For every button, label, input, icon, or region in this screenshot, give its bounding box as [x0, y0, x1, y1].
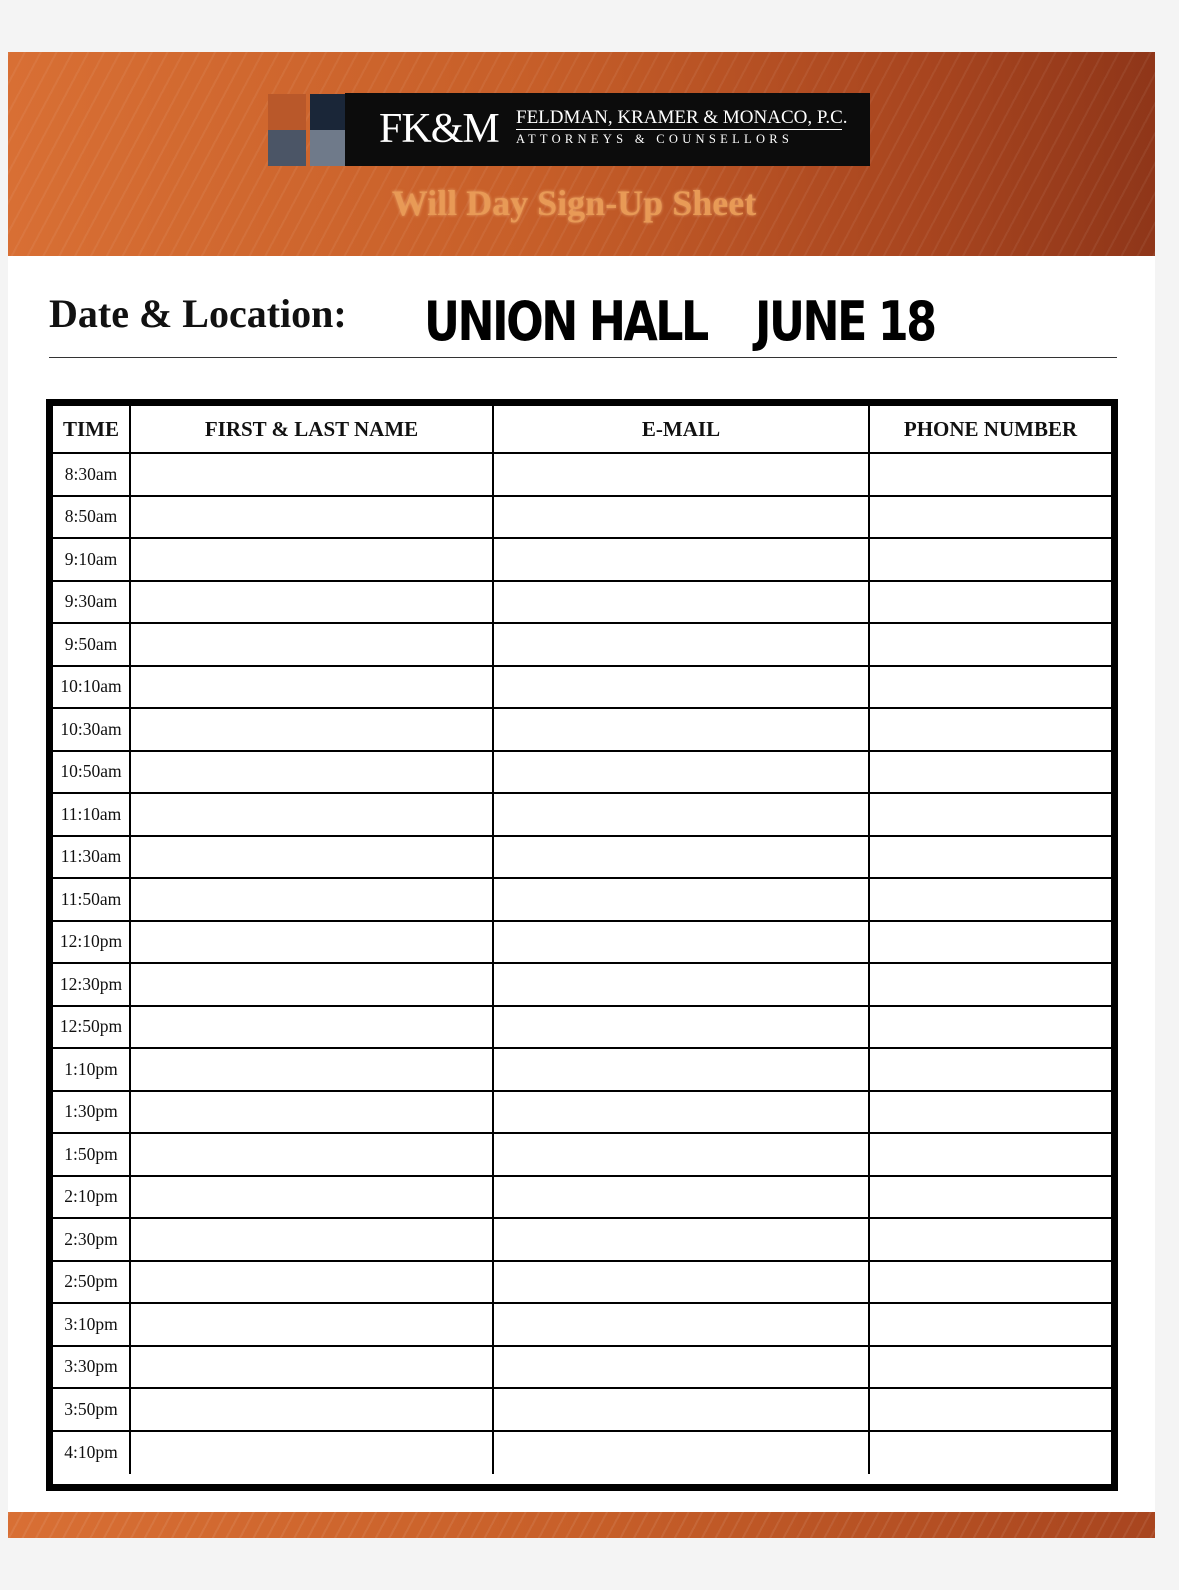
name-cell[interactable]	[131, 879, 494, 922]
name-cell[interactable]	[131, 624, 494, 667]
name-cell[interactable]	[131, 1304, 494, 1347]
email-cell[interactable]	[494, 582, 870, 625]
email-cell[interactable]	[494, 667, 870, 710]
sign-up-sheet	[8, 52, 1155, 1538]
email-cell[interactable]	[494, 752, 870, 795]
time-cell: 10:50am	[53, 752, 131, 795]
time-cell: 2:30pm	[53, 1219, 131, 1262]
name-cell[interactable]	[131, 1389, 494, 1432]
logo-bar	[345, 93, 870, 166]
email-cell[interactable]	[494, 1049, 870, 1092]
logo-squares-icon	[268, 94, 348, 166]
name-cell[interactable]	[131, 1262, 494, 1305]
email-cell[interactable]	[494, 624, 870, 667]
email-cell[interactable]	[494, 454, 870, 497]
phone-cell[interactable]	[870, 837, 1111, 880]
column-header-time: TIME	[53, 406, 131, 454]
location-underline	[49, 357, 1117, 358]
time-cell: 3:50pm	[53, 1389, 131, 1432]
email-cell[interactable]	[494, 497, 870, 540]
name-cell[interactable]	[131, 1219, 494, 1262]
time-cell: 10:10am	[53, 667, 131, 710]
phone-cell[interactable]	[870, 964, 1111, 1007]
time-cell: 2:10pm	[53, 1177, 131, 1220]
name-cell[interactable]	[131, 1134, 494, 1177]
email-cell[interactable]	[494, 539, 870, 582]
name-cell[interactable]	[131, 582, 494, 625]
phone-cell[interactable]	[870, 1092, 1111, 1135]
email-cell[interactable]	[494, 1389, 870, 1432]
phone-cell[interactable]	[870, 752, 1111, 795]
phone-cell[interactable]	[870, 1007, 1111, 1050]
name-cell[interactable]	[131, 539, 494, 582]
location-date: JUNE 18	[755, 290, 935, 353]
time-cell: 9:50am	[53, 624, 131, 667]
name-cell[interactable]	[131, 1007, 494, 1050]
email-cell[interactable]	[494, 837, 870, 880]
phone-cell[interactable]	[870, 539, 1111, 582]
name-cell[interactable]	[131, 667, 494, 710]
name-cell[interactable]	[131, 1049, 494, 1092]
phone-cell[interactable]	[870, 1389, 1111, 1432]
time-cell: 2:50pm	[53, 1262, 131, 1305]
email-cell[interactable]	[494, 1177, 870, 1220]
name-cell[interactable]	[131, 1432, 494, 1475]
time-cell: 12:30pm	[53, 964, 131, 1007]
logo-mark: FK&M	[379, 106, 499, 152]
email-cell[interactable]	[494, 1092, 870, 1135]
email-cell[interactable]	[494, 1007, 870, 1050]
location-place: UNION HALL	[424, 290, 707, 353]
phone-cell[interactable]	[870, 1304, 1111, 1347]
name-cell[interactable]	[131, 752, 494, 795]
phone-cell[interactable]	[870, 1432, 1111, 1475]
phone-cell[interactable]	[870, 624, 1111, 667]
phone-cell[interactable]	[870, 497, 1111, 540]
email-cell[interactable]	[494, 1219, 870, 1262]
phone-cell[interactable]	[870, 922, 1111, 965]
email-cell[interactable]	[494, 879, 870, 922]
location-label: Date & Location:	[49, 291, 347, 336]
email-cell[interactable]	[494, 1347, 870, 1390]
time-cell: 11:30am	[53, 837, 131, 880]
time-cell: 11:10am	[53, 794, 131, 837]
phone-cell[interactable]	[870, 454, 1111, 497]
phone-cell[interactable]	[870, 1262, 1111, 1305]
email-cell[interactable]	[494, 1304, 870, 1347]
column-header-phone: PHONE NUMBER	[870, 406, 1111, 454]
sign-up-table	[46, 399, 1118, 1491]
email-cell[interactable]	[494, 964, 870, 1007]
name-cell[interactable]	[131, 922, 494, 965]
firm-name: FELDMAN, KRAMER & MONACO, P.C.	[516, 107, 848, 128]
logo-divider	[516, 129, 842, 130]
sheet-title: Will Day Sign-Up Sheet	[391, 183, 757, 223]
phone-cell[interactable]	[870, 1347, 1111, 1390]
column-header-email: E-MAIL	[494, 406, 870, 454]
time-cell: 1:30pm	[53, 1092, 131, 1135]
time-cell: 11:50am	[53, 879, 131, 922]
name-cell[interactable]	[131, 964, 494, 1007]
email-cell[interactable]	[494, 709, 870, 752]
phone-cell[interactable]	[870, 709, 1111, 752]
firm-tagline: ATTORNEYS & COUNSELLORS	[516, 132, 794, 146]
name-cell[interactable]	[131, 837, 494, 880]
time-cell: 3:30pm	[53, 1347, 131, 1390]
time-cell: 1:10pm	[53, 1049, 131, 1092]
email-cell[interactable]	[494, 1134, 870, 1177]
email-cell[interactable]	[494, 1262, 870, 1305]
time-cell: 12:50pm	[53, 1007, 131, 1050]
phone-cell[interactable]	[870, 794, 1111, 837]
phone-cell[interactable]	[870, 582, 1111, 625]
time-cell: 9:10am	[53, 539, 131, 582]
phone-cell[interactable]	[870, 1177, 1111, 1220]
time-cell: 10:30am	[53, 709, 131, 752]
email-cell[interactable]	[494, 794, 870, 837]
time-cell: 9:30am	[53, 582, 131, 625]
phone-cell[interactable]	[870, 1219, 1111, 1262]
name-cell[interactable]	[131, 794, 494, 837]
time-cell: 8:50am	[53, 497, 131, 540]
time-cell: 1:50pm	[53, 1134, 131, 1177]
name-cell[interactable]	[131, 1347, 494, 1390]
phone-cell[interactable]	[870, 1134, 1111, 1177]
column-header-name: FIRST & LAST NAME	[131, 406, 494, 454]
phone-cell[interactable]	[870, 879, 1111, 922]
footer-strip	[8, 1512, 1155, 1538]
name-cell[interactable]	[131, 1177, 494, 1220]
time-cell: 8:30am	[53, 454, 131, 497]
time-cell: 12:10pm	[53, 922, 131, 965]
name-cell[interactable]	[131, 709, 494, 752]
phone-cell[interactable]	[870, 1049, 1111, 1092]
name-cell[interactable]	[131, 497, 494, 540]
phone-cell[interactable]	[870, 667, 1111, 710]
email-cell[interactable]	[494, 1432, 870, 1475]
time-cell: 4:10pm	[53, 1432, 131, 1475]
email-cell[interactable]	[494, 922, 870, 965]
name-cell[interactable]	[131, 1092, 494, 1135]
header-banner	[8, 52, 1155, 256]
name-cell[interactable]	[131, 454, 494, 497]
time-cell: 3:10pm	[53, 1304, 131, 1347]
